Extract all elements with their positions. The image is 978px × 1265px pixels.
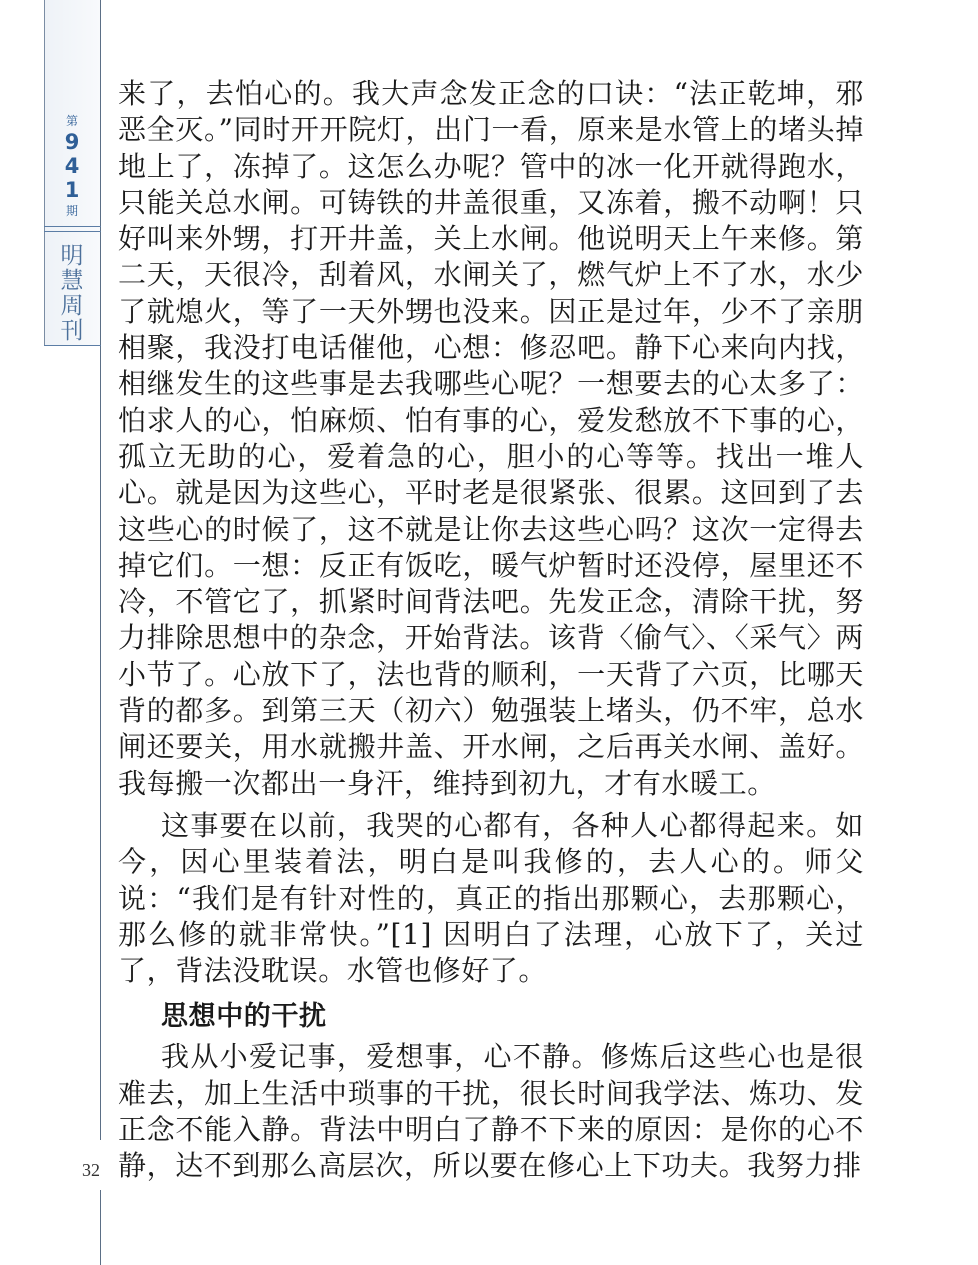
issue-digit: 1 (64, 178, 80, 202)
sidebar-bottom-divider (44, 345, 101, 346)
issue-number (44, 112, 100, 220)
page-number: 32 (82, 1160, 100, 1180)
brand-char: 慧 (60, 268, 84, 294)
issue-suffix: 期 (65, 204, 78, 218)
page-margin-rule (100, 0, 101, 1265)
brand-char: 明 (60, 243, 84, 269)
article-body (118, 76, 864, 1185)
paragraph: 这事要在以前，我哭的心都有，各种人心都得起来。如今，因心里装着法，明白是叫我修的，去人心的。师父说：“我们是有针对性的，真正的指出那颗心，去那颗心，那么修的就非常快。”[1] 因明白了法理，心放下了，关过了，背法没耽误。水管也修好了。 (118, 808, 864, 988)
issue-prefix: 第 (65, 114, 78, 128)
sidebar-divider (44, 226, 101, 227)
brand-char: 周 (60, 293, 84, 319)
issue-digit: 4 (64, 154, 80, 178)
section-heading: 思想中的干扰 (161, 1001, 327, 1033)
paragraph: 我从小爱记事，爱想事，心不静。修炼后这些心也是很难去，加上生活中琐事的干扰，很长时间我学法、炼功、发正念不能入静。背法中明白了静不下来的原因：是你的心不静，达不到那么高层次，所以要在修心上下功夫。我努力排 (118, 1040, 864, 1183)
issue-digit: 9 (64, 130, 80, 154)
publication-name (44, 244, 100, 344)
sidebar-divider (44, 231, 101, 232)
paragraph: 来了，去怕心的。我大声念发正念的口诀：“法正乾坤，邪恶全灭。”同时开开院灯，出门一看，原来是水管上的堵头掉地上了，冻掉了。这怎么办呢？管中的冰一化开就得跑水，只能关总水闸。可铸铁的井盖很重，又冻着，搬不动啊！只好叫来外甥，打开井盖，关上水闸。他说明天上午来修。第二天，天很冷，刮着风，水闸关了，燃气炉上不了水，水少了就熄火，等了一天外甥也没来。因正是过年，少不了亲朋相聚，我没打电话催他，心想：修忍吧。静下心来向内找，相继发生的这些事是去我哪些心呢？一想要去的心太多了：怕求人的心，怕麻烦、怕有事的心，爱发愁放不下事的心，孤立无助的心，爱着急的心，胆小的心等等。找出一堆人心。就是因为这些心，平时老是很紧张、很累。这回到了去这些心的时候了，这不就是让你去这些心吗？这次一定得去掉它们。一想：反正有饭吃，暖气炉暂时还没停，屋里还不冷，不管它了，抓紧时间背法吧。先发正念，清除干扰，努力排除思想中的杂念，开始背法。该背〈偷气〉、〈采气〉两小节了。心放下了，法也背的顺利，一天背了六页，比哪天背的都多。到第三天（初六）勉强装上堵头，仍不牢，总水闸还要关，用水就搬井盖、开水闸，之后再关水闸、盖好。我每搬一次都出一身汗，维持到初九，才有水暖工。 (118, 77, 864, 800)
brand-char: 刊 (60, 318, 84, 344)
